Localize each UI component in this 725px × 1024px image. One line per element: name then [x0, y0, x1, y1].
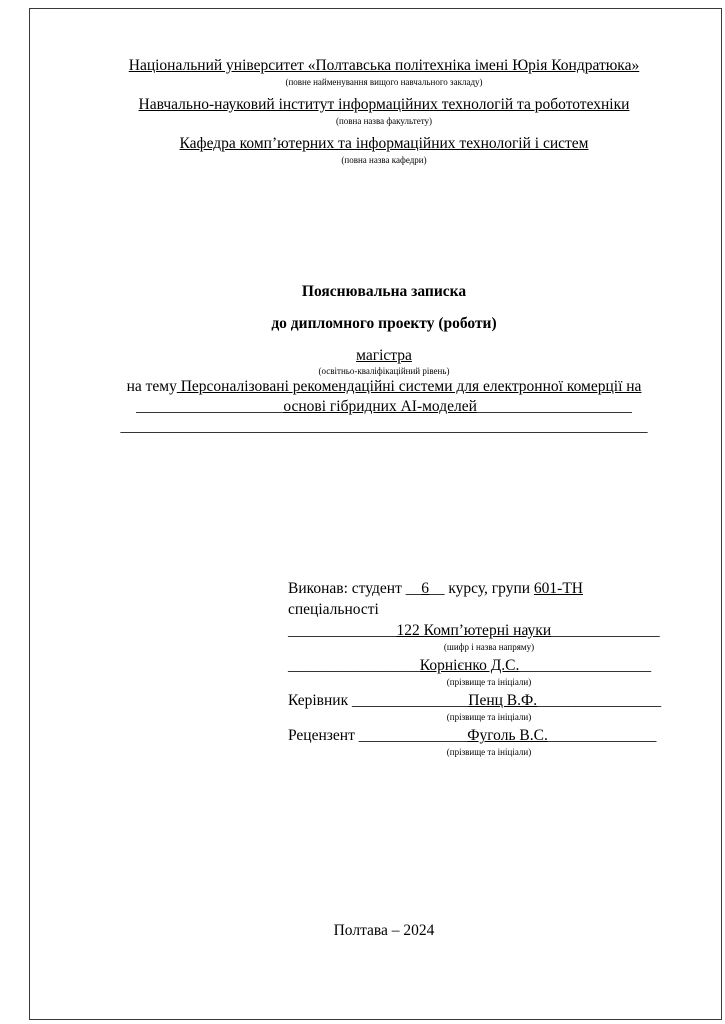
- performed-by-label: Виконав: студент: [288, 580, 406, 597]
- supervisor-line: [288, 690, 690, 711]
- degree-caption: (освітньо-кваліфікаційний рівень): [318, 366, 450, 376]
- department-caption: (повна назва кафедри): [341, 155, 427, 165]
- supervisor-label: Керівник: [288, 692, 352, 709]
- document-header: [55, 56, 713, 173]
- title-block: [55, 282, 713, 437]
- topic-text-part2: основі гібридних АІ-моделей: [283, 398, 477, 415]
- reviewer-caption: (прізвище та ініціали): [446, 747, 532, 757]
- reviewer-underscores-right: ______________: [547, 727, 657, 744]
- group-label: курсу, групи: [444, 580, 534, 597]
- topic-line-1: [55, 377, 713, 397]
- spacer: [55, 334, 713, 346]
- performed-by-line: [288, 578, 690, 599]
- university-name: Національний університет «Полтавська політехніка імені Юрія Кондратюка»: [128, 57, 640, 74]
- supervisor-underscores-right: ________________: [537, 692, 662, 709]
- institute-caption: (повна назва факультету): [335, 116, 433, 126]
- supervisor-caption: (прізвище та ініціали): [446, 712, 532, 722]
- topic-underscores-right: ____________________: [476, 398, 632, 415]
- student-name: Корнієнко Д.С.: [419, 657, 520, 674]
- topic-blank-line: ____________________________________________________________________: [120, 418, 648, 435]
- course-underscore-left: __: [405, 580, 422, 597]
- degree-level: магістра: [356, 347, 412, 364]
- student-line: [288, 655, 690, 676]
- reviewer-line: [288, 725, 690, 746]
- reviewer-name: Фуголь В.С.: [467, 727, 548, 744]
- course-underscore-right: __: [428, 580, 445, 597]
- reviewer-label: Рецензент: [288, 727, 359, 744]
- university-caption: (повне найменування вищого навчального закладу): [285, 77, 483, 87]
- topic-underscores-left: ___________________: [136, 398, 284, 415]
- specialty-underscores-right: ______________: [551, 622, 660, 639]
- credentials-block: [288, 578, 690, 760]
- student-caption: (прізвище та ініціали): [446, 677, 532, 687]
- doc-title-line2: до дипломного проекту (роботи): [271, 315, 497, 332]
- spacer: [55, 302, 713, 314]
- city-year: Полтава – 2024: [333, 922, 435, 939]
- supervisor-name: Пенц В.Ф.: [468, 692, 538, 709]
- specialty-label: спеціальності: [288, 601, 379, 618]
- topic-label: на тему: [126, 378, 177, 395]
- course-number: 6: [421, 580, 429, 597]
- specialty-value: 122 Комп’ютерні науки: [396, 622, 552, 639]
- department-name: Кафедра комп’ютерних та інформаційних технологій і систем: [179, 135, 589, 152]
- group-number: 601-ТН: [533, 580, 583, 597]
- specialty-line: [288, 620, 690, 641]
- footer: [55, 922, 713, 940]
- doc-title-line1: Пояснювальна записка: [301, 283, 467, 300]
- student-underscores-left: _________________: [288, 657, 420, 674]
- topic-text-part1: Персоналізовані рекомендаційні системи для електронної комерції на: [176, 378, 642, 395]
- specialty-caption: (шифр і назва напряму): [443, 642, 535, 652]
- specialty-underscores-left: ______________: [288, 622, 397, 639]
- student-underscores-right: _________________: [519, 657, 652, 674]
- topic-line-2: [55, 397, 713, 417]
- reviewer-underscores-left: ______________: [358, 727, 468, 744]
- supervisor-underscores-left: _______________: [352, 692, 469, 709]
- institute-name: Навчально-науковий інститут інформаційних технологій та робототехніки: [138, 96, 630, 113]
